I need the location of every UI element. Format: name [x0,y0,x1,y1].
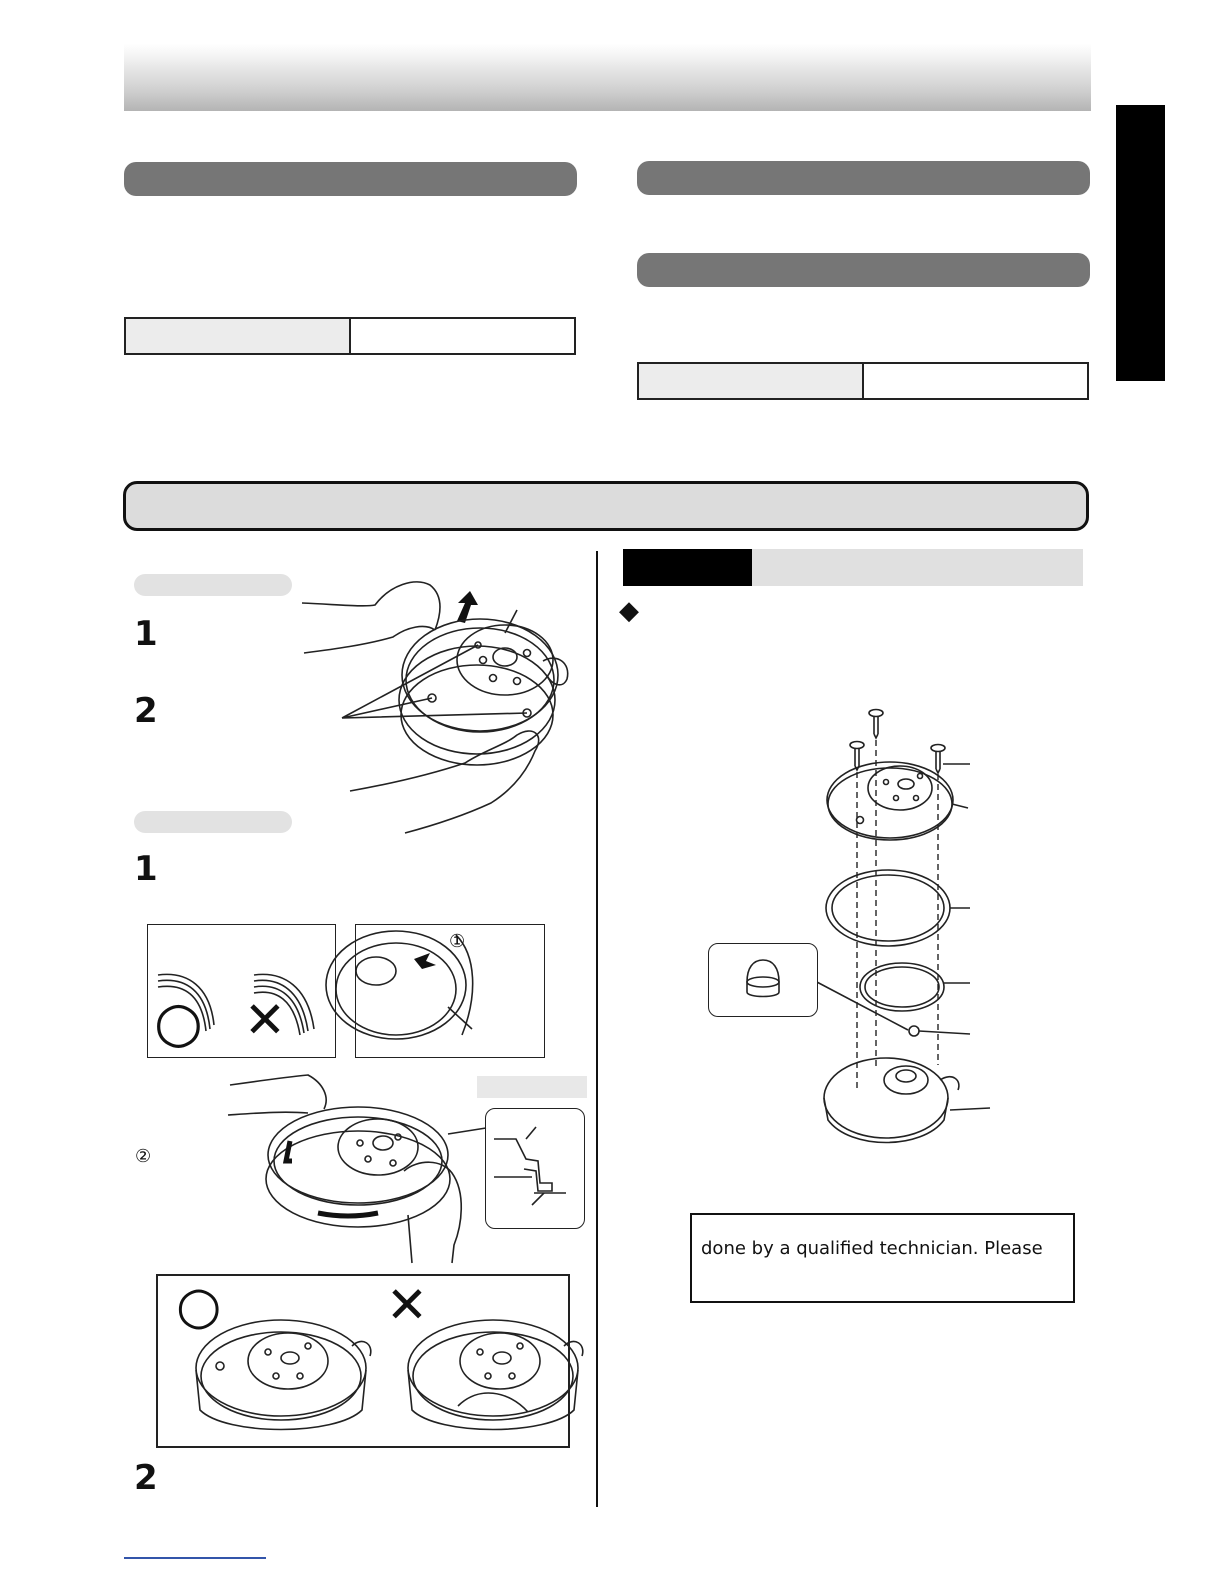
page-header-band [124,44,1091,111]
section-heading-bar-right-1 [637,161,1090,195]
spec-table-left [124,317,576,355]
technician-note-text: done by a qualified technician. Please [701,1238,1043,1259]
lid-exploded-view-diagram [700,700,1000,1170]
cross-section-detail-box [485,1108,585,1229]
detail-label-pill [477,1076,587,1098]
section-heading-bar-right-2 [637,253,1090,287]
removal-subheading-pill [134,574,292,596]
side-index-tab [1116,105,1165,381]
lid-incorrect-mark-icon: ✕ [386,1276,428,1334]
gasket-attach-illustration [228,1075,483,1265]
section-heading-bar-left [124,162,577,196]
attach-step-2-number: 2 [134,1458,158,1498]
technician-note-box [690,1213,1075,1303]
detail-leader-line [448,1128,488,1140]
removal-step-2-number: 2 [134,691,158,731]
spec-table-right-label-cell [639,364,864,398]
right-heading-grey-bar [752,549,1083,586]
bullet-diamond-icon: ◆ [619,596,639,626]
right-heading-black-label [623,549,752,586]
gasket-insertion-detail-box [355,924,545,1058]
attach-step-1-number: 1 [134,849,158,889]
attach-step-2-circle: ② [135,1146,152,1167]
column-divider [596,551,598,1507]
spec-table-right-value-cell [864,364,1087,398]
lid-comparison-box [156,1274,570,1448]
footer-link-underline[interactable] [124,1557,266,1559]
gasket-orientation-box [147,924,336,1058]
attach-subheading-pill [134,811,292,833]
correct-mark-icon: ○ [154,990,203,1055]
gasket-removal-illustration [295,575,585,835]
spec-table-right [637,362,1089,400]
spec-table-left-value-cell [351,319,574,353]
detail-step-1-circle: ① [449,931,466,952]
main-section-heading-bar [123,481,1089,531]
spec-table-left-label-cell [126,319,351,353]
removal-step-1-number: 1 [134,614,158,654]
lid-correct-mark-icon: ○ [176,1276,222,1336]
incorrect-mark-icon: ✕ [244,991,286,1049]
valve-callout-box [708,943,818,1017]
